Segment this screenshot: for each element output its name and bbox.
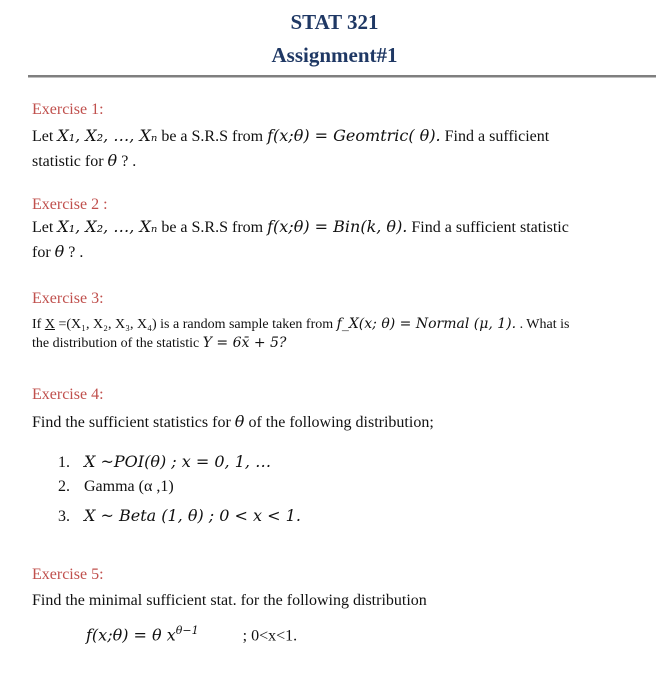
math-distribution: f(x;θ) = Bin(k, θ).	[267, 217, 408, 236]
exercise-3-line-1	[32, 315, 656, 334]
math-distribution: f_X(x; θ) = Normal (μ, 1).	[336, 316, 517, 332]
assignment-title: Assignment#1	[271, 43, 398, 67]
math-exponent: θ−1	[175, 624, 199, 637]
text-segment: the distribution of the statistic	[32, 336, 203, 351]
text-segment: ? .	[64, 244, 84, 261]
course-title: STAT 321	[290, 10, 379, 34]
text-segment: Find a sufficient statistic	[407, 219, 569, 236]
text-segment: be a S.R.S from	[157, 128, 268, 145]
list-item-text: X ~POI(θ) ; x = 0, 1, …	[84, 452, 272, 471]
exercise-2-line-1	[32, 215, 656, 240]
exercise-1-text	[32, 124, 656, 174]
exercise-5-title: Exercise 5:	[32, 566, 104, 583]
text-segment: Find the sufficient statistics for	[32, 414, 235, 431]
math-support: ; 0<x<1.	[242, 627, 298, 645]
exercise-5-formula	[86, 624, 297, 645]
list-item	[58, 449, 301, 474]
text-segment: Let	[32, 219, 58, 236]
exercise-2-text	[32, 215, 656, 265]
exercise-4-intro	[32, 410, 656, 435]
exercise-3-title: Exercise 3:	[32, 290, 104, 307]
text-segment: be a S.R.S from	[157, 219, 268, 236]
math-variables: X₁, X₂, …, Xₙ	[57, 217, 158, 236]
math-variables: X₁, X₂, …, Xₙ	[57, 126, 158, 145]
list-number: 2.	[58, 478, 70, 495]
math-theta: θ	[107, 151, 118, 170]
text-segment: of the following distribution;	[244, 414, 434, 431]
math-pdf: f(x;θ) = θ x	[86, 625, 176, 645]
math-theta: θ	[54, 242, 65, 261]
list-number: 1.	[58, 454, 70, 471]
math-statistic: Y = 6x̄ + 5?	[202, 335, 287, 351]
text-segment: =(X₁, X₂, X₃, X₄) is a random sample taken from	[54, 317, 337, 332]
text-segment: . What is	[516, 317, 570, 332]
header-divider	[28, 75, 656, 78]
exercise-4-title: Exercise 4:	[32, 386, 104, 403]
list-item	[58, 474, 301, 499]
text-segment: ? .	[117, 153, 137, 170]
math-theta: θ	[234, 412, 245, 431]
exercise-2-title: Exercise 2 :	[32, 196, 108, 213]
exercise-4-list	[58, 449, 301, 528]
text-segment: Find a sufficient	[440, 128, 550, 145]
list-number: 3.	[58, 508, 70, 525]
text-segment: statistic for	[32, 153, 108, 170]
text-segment: If	[32, 317, 45, 332]
exercise-1-title: Exercise 1:	[32, 101, 104, 118]
exercise-2-line-2	[32, 240, 656, 265]
exercise-1-line-1	[32, 124, 656, 149]
text-segment: Let	[32, 128, 58, 145]
exercise-5-intro: Find the minimal sufficient stat. for the following distribution	[32, 592, 427, 609]
text-segment: for	[32, 244, 55, 261]
list-item-text: Gamma (α ,1)	[84, 478, 174, 495]
exercise-3-line-2	[32, 334, 656, 353]
vector-x: X	[44, 317, 55, 332]
exercise-3-text	[32, 315, 656, 353]
math-distribution: f(x;θ) = Geomtric( θ).	[267, 126, 441, 145]
list-item-text: X ~ Beta (1, θ) ; 0 < x < 1.	[84, 506, 301, 525]
list-item	[58, 503, 301, 528]
exercise-1-line-2	[32, 149, 656, 174]
